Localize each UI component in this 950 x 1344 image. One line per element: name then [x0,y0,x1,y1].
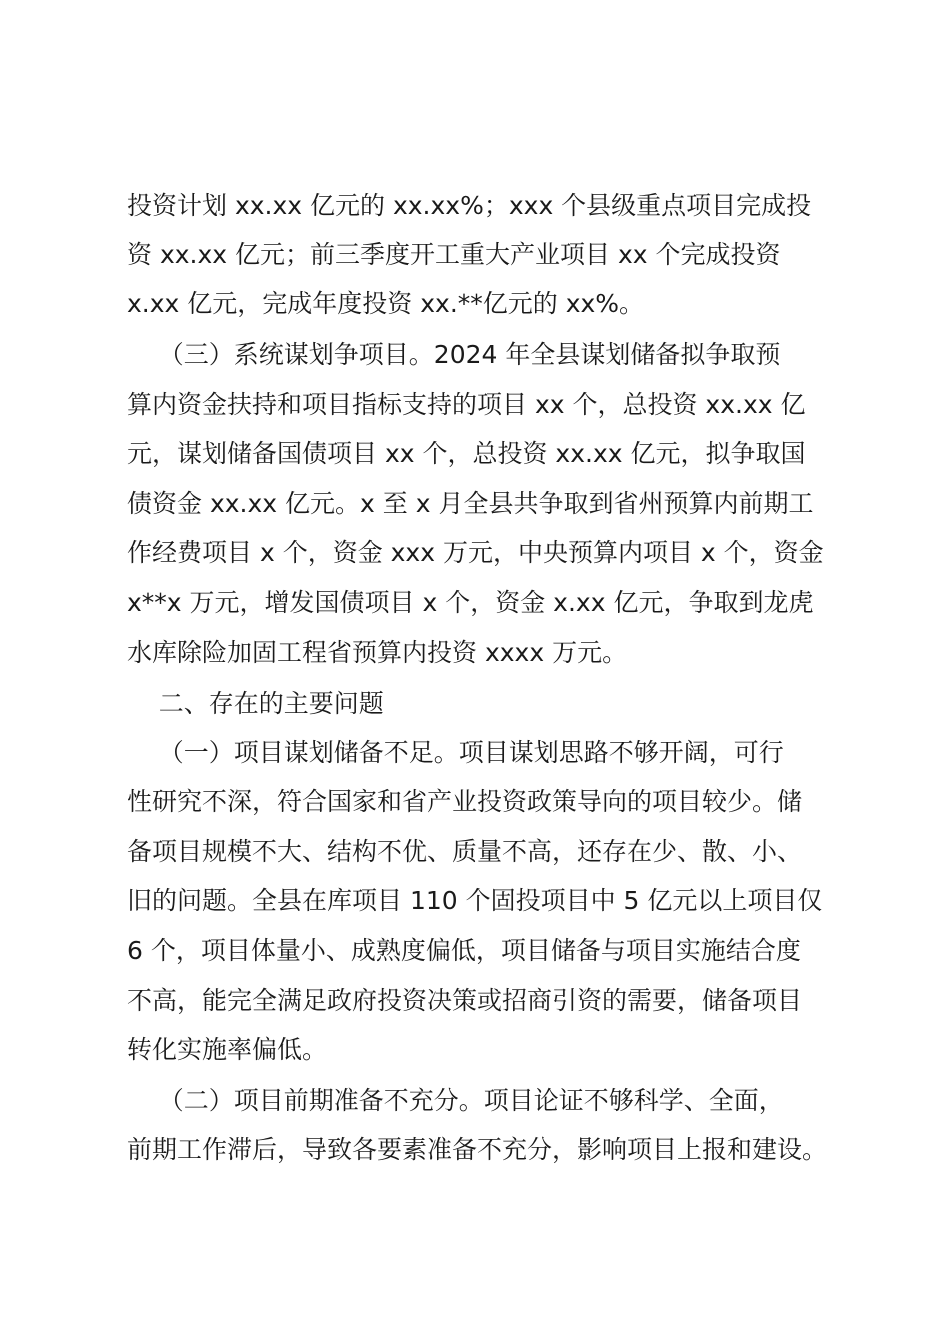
text-line: x**x 万元，增发国债项目 x 个，资金 x.xx 亿元，争取到龙虎 [127,588,814,617]
text-line: 前期工作滞后，导致各要素准备不充分，影响项目上报和建设。 [127,1135,828,1164]
text-line: （三）系统谋划争项目。2024 年全县谋划储备拟争取预 [127,340,781,369]
section-heading: 二、存在的主要问题 [127,689,384,718]
text-line: 旧的问题。全县在库项目 110 个固投项目中 5 亿元以上项目仅 [127,886,823,915]
text-line: 不高，能完全满足政府投资决策或招商引资的需要，储备项目 [127,986,803,1015]
text-line: 备项目规模不大、结构不优、质量不高，还存在少、散、小、 [127,837,803,866]
text-line: 资 xx.xx 亿元；前三季度开工重大产业项目 xx 个完成投资 [127,240,781,269]
text-line: 作经费项目 x 个，资金 xxx 万元，中央预算内项目 x 个，资金 [127,538,824,567]
text-line: 水库除险加固工程省预算内投资 xxxx 万元。 [127,638,628,667]
text-line: （一）项目谋划储备不足。项目谋划思路不够开阔，可行 [127,738,784,767]
text-line: 算内资金扶持和项目指标支持的项目 xx 个，总投资 xx.xx 亿 [127,390,806,419]
text-line: 元，谋划储备国债项目 xx 个，总投资 xx.xx 亿元，拟争取国 [127,439,806,468]
text-line: 债资金 xx.xx 亿元。x 至 x 月全县共争取到省州预算内前期工 [127,489,814,518]
text-line: 6 个，项目体量小、成熟度偏低，项目储备与项目实施结合度 [127,936,801,965]
text-line: （二）项目前期准备不充分。项目论证不够科学、全面， [127,1086,784,1115]
text-line: 转化实施率偏低。 [127,1035,328,1064]
text-line: 性研究不深，符合国家和省产业投资政策导向的项目较少。储 [127,787,803,816]
text-line: x.xx 亿元，完成年度投资 xx.**亿元的 xx%。 [127,289,645,318]
text-line: 投资计划 xx.xx 亿元的 xx.xx%；xxx 个县级重点项目完成投 [127,191,812,220]
